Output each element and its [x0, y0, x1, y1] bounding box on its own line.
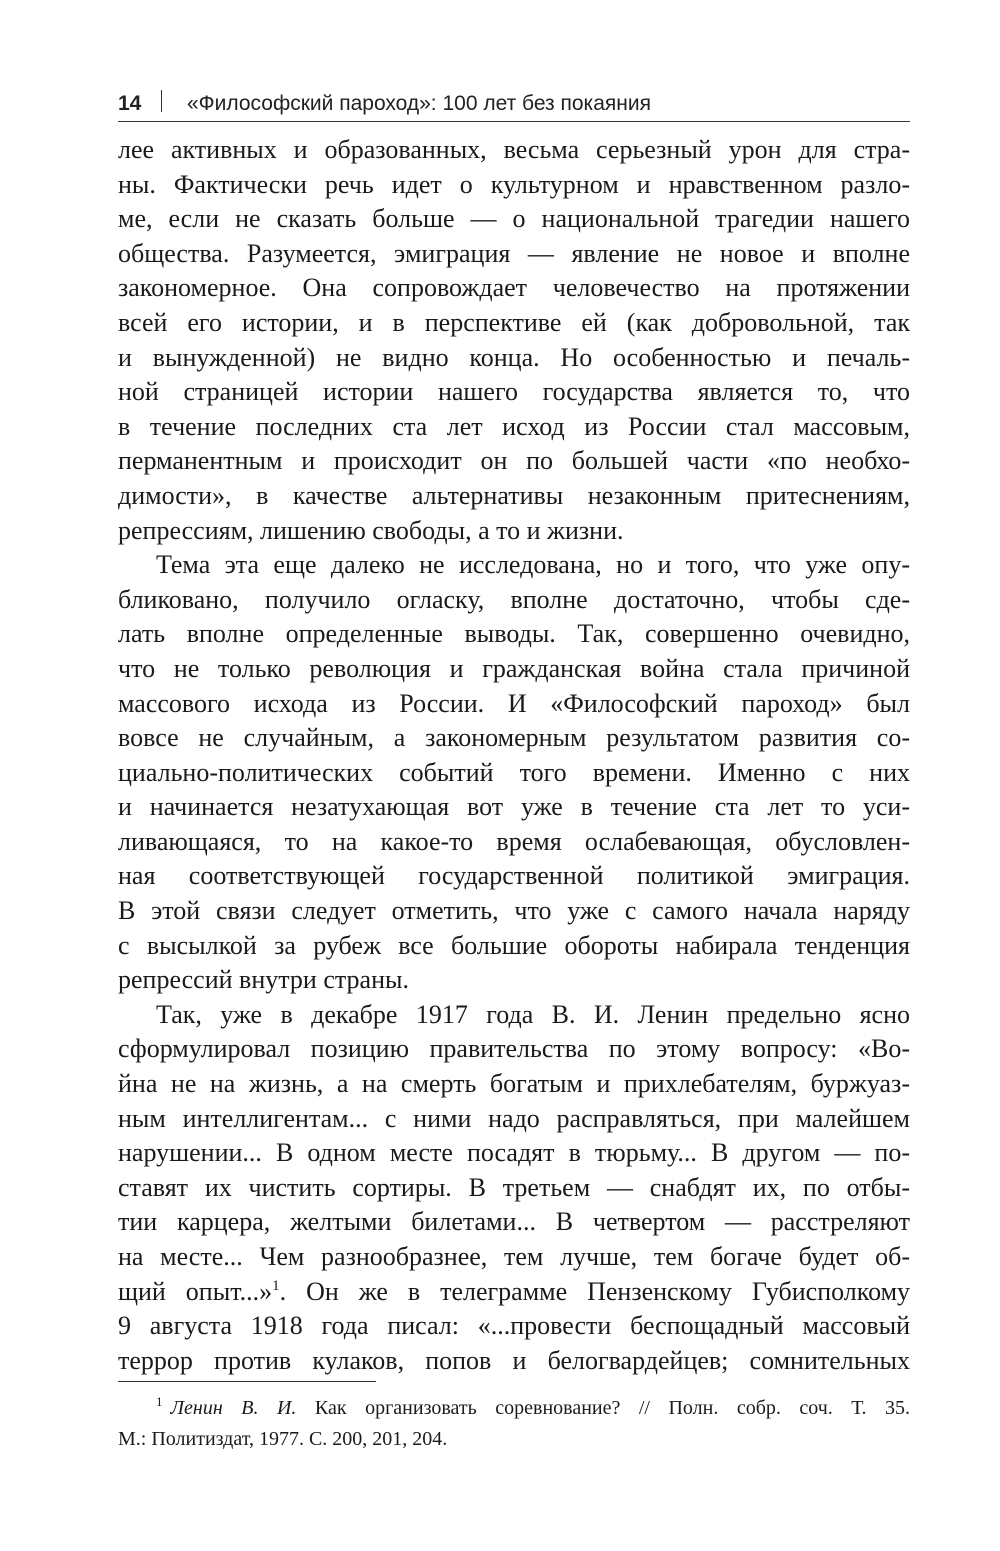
text-line: ная соответствующей государственной политикой эмиграция.: [118, 861, 910, 891]
text-line: всей его истории, и в перспективе ей (как добровольной, так: [118, 307, 910, 337]
text-line: тии карцера, желтыми билетами... В четвертом — расстреляют: [118, 1207, 910, 1237]
footnote-line: М.: Политиздат, 1977. С. 200, 201, 204.: [118, 1428, 448, 1450]
running-title: «Философский пароход»: 100 лет без покаяния: [187, 92, 651, 115]
footnote-rule: [118, 1381, 376, 1382]
footnote-line: [118, 1393, 910, 1424]
text-line: ставят их чистить сортиры. В третьем — снабдят их, по отбы-: [118, 1172, 910, 1202]
text-line: с высылкой за рубеж все большие обороты набирала тенденция: [118, 930, 910, 960]
text-line: лать вполне определенные выводы. Так, совершенно очевидно,: [118, 619, 910, 649]
text-line: 9 августа 1918 года писал: «...провести беспощадный массовый: [118, 1311, 910, 1341]
text-line: ным интеллигентам... с ними надо расправляться, при малейшем: [118, 1103, 910, 1133]
footnote: [118, 1393, 910, 1455]
text-line: ны. Фактически речь идет о культурном и нравственном разло-: [118, 169, 910, 199]
text-line: террор против кулаков, попов и белогвардейцев; сомнительных: [118, 1345, 910, 1375]
text-line: ме, если не сказать больше — о национальной трагедии нашего: [118, 204, 910, 234]
text-line: йна не на жизнь, а на смерть богатым и прихлебателям, буржуаз-: [118, 1069, 910, 1099]
text-line: на месте... Чем разнообразнее, тем лучше, тем богаче будет об-: [118, 1242, 910, 1271]
footnote-author: Ленин В. И.: [170, 1397, 297, 1419]
text-line: в течение последних ста лет исход из России стал массовым,: [118, 411, 910, 441]
footnote-text: Как организовать соревнование? // Полн. собр. соч. Т. 35.: [314, 1397, 910, 1419]
text-line: димости», в качестве альтернативы незаконным притеснениям,: [118, 480, 910, 510]
text-line: перманентным и происходит он по большей части «по необхо-: [118, 446, 910, 476]
text-line: закономерное. Она сопровождает человечество на протяжении: [118, 273, 910, 303]
text-line: лее активных и образованных, весьма серьезный урон для стра-: [118, 135, 910, 164]
text-line: вовсе не случайным, а закономерным результатом развития со-: [118, 723, 910, 753]
running-head: [118, 88, 910, 122]
footnote-number: 1: [156, 1394, 163, 1409]
text-fragment: щий опыт...»: [118, 1276, 273, 1306]
text-line-with-footnote-ref: щий опыт...»$^1$. Он же в телеграмме Пензенскому Губисполкому: [118, 1276, 911, 1306]
text-line: В этой связи следует отметить, что уже с самого начала наряду: [118, 896, 910, 926]
text-line: репрессий внутри страны.: [118, 965, 409, 995]
body-text: [118, 133, 910, 1378]
text-line: ной страницей истории нашего государства является то, что: [118, 377, 910, 407]
text-line: массового исхода из России. И «Философский пароход» был: [118, 688, 910, 718]
text-line: бликовано, получило огласку, вполне достаточно, чтобы сде-: [118, 584, 910, 614]
text-line: сформулировал позицию правительства по этому вопросу: «Во-: [118, 1034, 910, 1064]
footnote-ref[interactable]: 1: [272, 1277, 280, 1294]
text-line: ливающаяся, то на какое-то время ослабевающая, обусловлен-: [118, 826, 910, 856]
text-line: что не только революция и гражданская война стала причиной: [118, 653, 910, 683]
text-line: циально-политических событий того времени. Именно с них: [118, 757, 910, 787]
text-line: репрессиям, лишению свободы, а то и жизни.: [118, 515, 624, 545]
text-line: Так, уже в декабре 1917 года В. И. Ленин предельно ясно: [156, 999, 910, 1029]
text-line: и начинается незатухающая вот уже в течение ста лет то уси-: [118, 792, 910, 822]
header-rule: [118, 121, 910, 122]
text-fragment: Он же в телеграмме Пензенскому Губисполкому: [306, 1276, 911, 1306]
text-line: общества. Разумеется, эмиграция — явление не новое и вполне: [118, 238, 910, 268]
header-separator: [161, 90, 162, 112]
page-number: 14: [118, 92, 142, 115]
text-line: нарушении... В одном месте посадят в тюрьму... В другом — по-: [118, 1138, 910, 1168]
text-line: Тема эта еще далеко не исследована, но и того, что уже опу-: [156, 550, 910, 580]
text-line: и вынужденной) не видно конца. Но особенностью и печаль-: [118, 342, 910, 372]
